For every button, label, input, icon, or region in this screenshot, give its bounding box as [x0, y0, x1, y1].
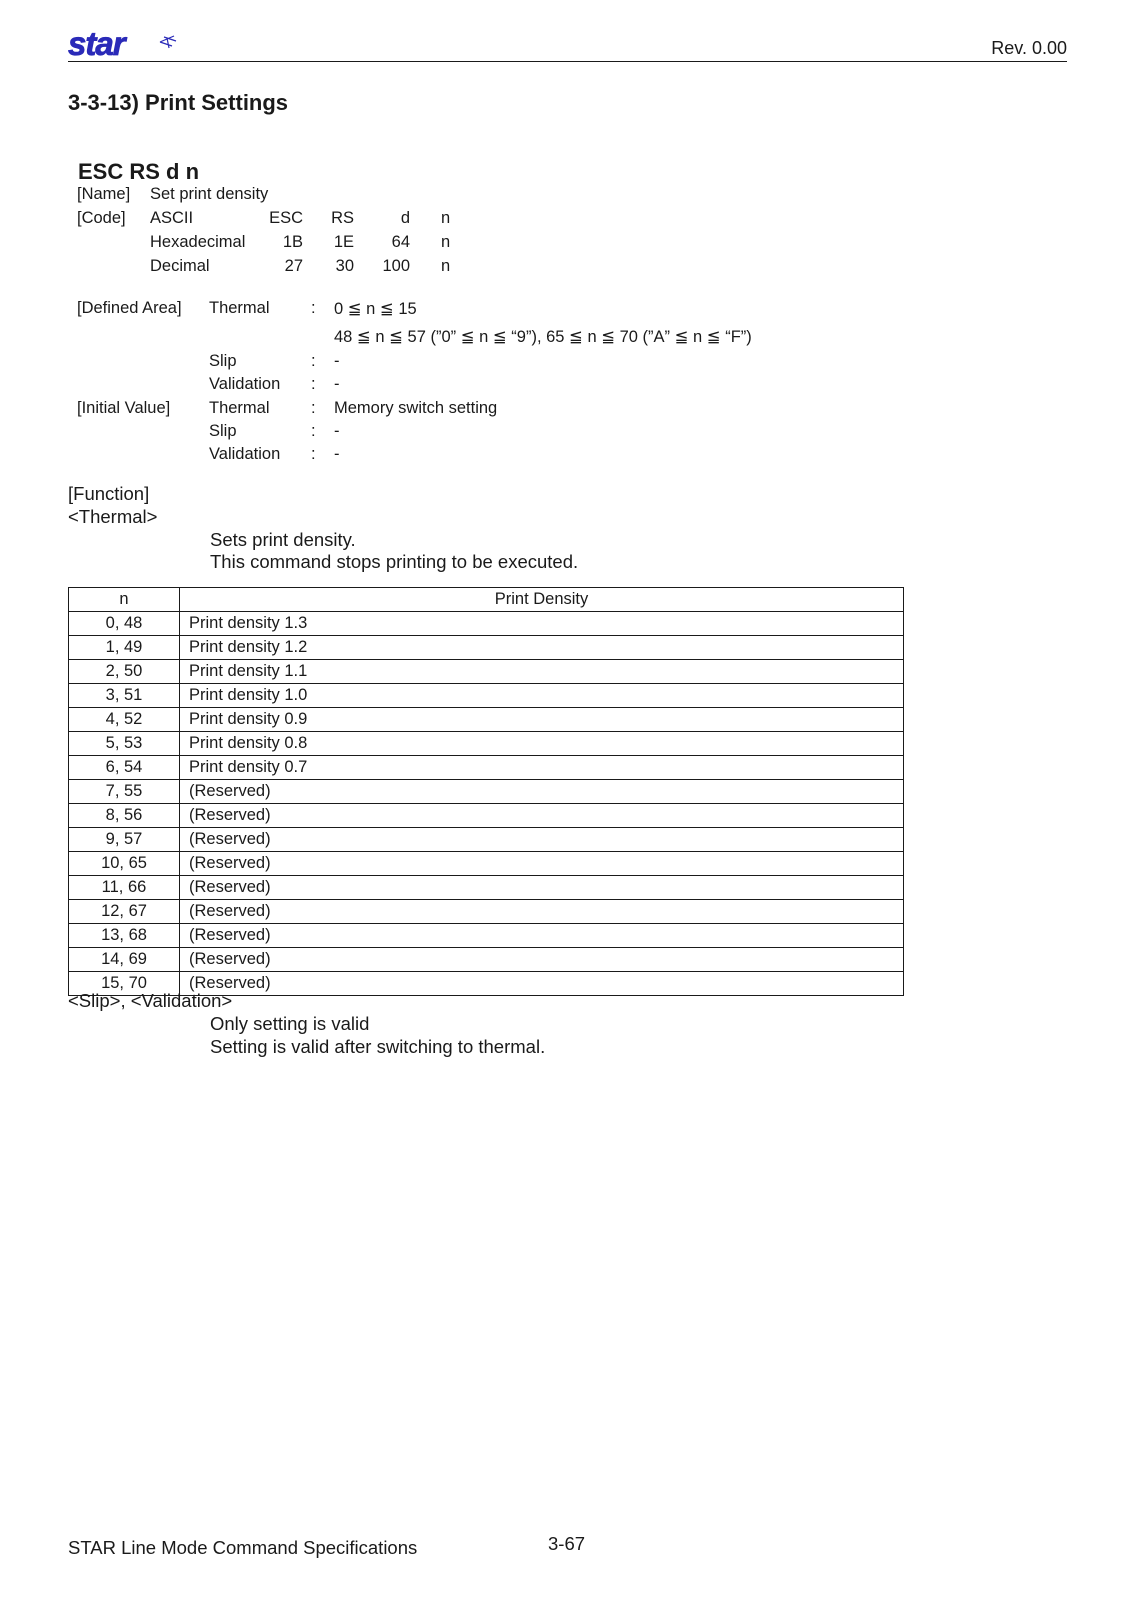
range-value: 0 ≦ n ≦ 15 [334, 300, 417, 318]
name-value: Set print density [150, 185, 269, 203]
slip-description: Setting is valid after switching to thermal. [210, 1036, 546, 1057]
mode-label: Slip [209, 422, 237, 440]
cell-n: 14, 69 [69, 948, 180, 972]
code-type: Hexadecimal [150, 233, 246, 251]
table-row [69, 708, 904, 732]
initial-value-label: [Initial Value] [77, 399, 171, 417]
name-label: [Name] [77, 185, 131, 203]
code-cell: n [441, 209, 451, 227]
code-cell: 64 [391, 233, 410, 251]
cell-n: 8, 56 [69, 804, 180, 828]
mode-label: Validation [209, 445, 281, 463]
cell-density: Print density 1.1 [180, 660, 904, 684]
cell-n: 1, 49 [69, 636, 180, 660]
cell-n: 0, 48 [69, 612, 180, 636]
function-description: Sets print density. [210, 529, 356, 550]
code-cell: RS [331, 209, 354, 227]
code-cell: d [400, 209, 410, 227]
table-row [69, 732, 904, 756]
table-row [69, 636, 904, 660]
range-value-extra: 48 ≦ n ≦ 57 (”0” ≦ n ≦ “9”), 65 ≦ n ≦ 70 (”A” ≦ n ≦ “F”) [334, 328, 752, 346]
logo-star-mark [160, 36, 176, 48]
code-cell: 30 [335, 257, 354, 275]
mode-label: Thermal [209, 399, 270, 417]
cell-n: 5, 53 [69, 732, 180, 756]
cell-n: 3, 51 [69, 684, 180, 708]
column-header-print-density: Print Density [180, 588, 904, 612]
column-header-n: n [69, 588, 180, 612]
code-type: Decimal [150, 257, 210, 275]
cell-density: Print density 1.2 [180, 636, 904, 660]
command-title: ESC RS d n [78, 159, 200, 184]
separator: : [311, 422, 316, 440]
revision-label: Rev. 0.00 [991, 38, 1067, 58]
mode-label: Thermal [209, 299, 270, 317]
code-cell: ESC [269, 209, 303, 227]
code-label: [Code] [77, 209, 126, 227]
separator: : [311, 399, 316, 417]
table-row [69, 660, 904, 684]
star-logo [68, 28, 180, 62]
table-header-row [69, 588, 904, 612]
cell-density: Print density 1.0 [180, 684, 904, 708]
cell-density: Print density 0.7 [180, 756, 904, 780]
mode-label: Validation [209, 375, 281, 393]
cell-n: 9, 57 [69, 828, 180, 852]
initial-value: - [334, 422, 340, 440]
cell-n: 13, 68 [69, 924, 180, 948]
slip-validation-subheading: <Slip>, <Validation> [68, 990, 233, 1011]
cell-density: (Reserved) [180, 852, 904, 876]
separator: : [311, 375, 316, 393]
cell-n: 7, 55 [69, 780, 180, 804]
table-row [69, 900, 904, 924]
table-row [69, 828, 904, 852]
function-label: [Function] [68, 483, 150, 504]
cell-density: Print density 1.3 [180, 612, 904, 636]
cell-density: (Reserved) [180, 876, 904, 900]
separator: : [311, 352, 316, 370]
table-row [69, 780, 904, 804]
table-row [69, 876, 904, 900]
table-row [69, 924, 904, 948]
table-row [69, 852, 904, 876]
range-value: - [334, 375, 340, 393]
header-divider [68, 61, 1067, 62]
page-number: 3-67 [548, 1533, 586, 1554]
mode-label: Slip [209, 352, 237, 370]
cell-n: 2, 50 [69, 660, 180, 684]
separator: : [311, 299, 316, 317]
table-row [69, 612, 904, 636]
cell-density: (Reserved) [180, 804, 904, 828]
cell-density: (Reserved) [180, 900, 904, 924]
cell-density: (Reserved) [180, 780, 904, 804]
range-value: - [334, 352, 340, 370]
cell-density: (Reserved) [180, 972, 904, 996]
cell-n: 12, 67 [69, 900, 180, 924]
function-description: This command stops printing to be executed. [210, 551, 579, 572]
cell-density: (Reserved) [180, 924, 904, 948]
defined-area-label: [Defined Area] [77, 299, 182, 317]
table-row [69, 948, 904, 972]
thermal-subheading: <Thermal> [68, 506, 158, 527]
print-density-table [68, 587, 904, 996]
cell-n: 6, 54 [69, 756, 180, 780]
cell-density: (Reserved) [180, 828, 904, 852]
code-cell: 27 [284, 257, 303, 275]
initial-value: Memory switch setting [334, 399, 498, 417]
initial-value: - [334, 445, 340, 463]
slip-description: Only setting is valid [210, 1013, 370, 1034]
code-cell: 100 [382, 257, 410, 275]
table-row [69, 684, 904, 708]
code-cell: 1B [282, 233, 303, 251]
code-cell: 1E [333, 233, 354, 251]
table-row [69, 756, 904, 780]
cell-n: 4, 52 [69, 708, 180, 732]
cell-n: 10, 65 [69, 852, 180, 876]
cell-density: Print density 0.9 [180, 708, 904, 732]
logo-wordmark: star [68, 28, 125, 62]
code-type: ASCII [150, 209, 194, 227]
cell-n: 11, 66 [69, 876, 180, 900]
cell-n: 15, 70 [69, 972, 180, 996]
table-row [69, 804, 904, 828]
footer-document-title: STAR Line Mode Command Specifications [68, 1537, 418, 1558]
section-title: 3-3-13) Print Settings [68, 90, 289, 115]
separator: : [311, 445, 316, 463]
code-cell: n [441, 257, 451, 275]
cell-density: Print density 0.8 [180, 732, 904, 756]
code-cell: n [441, 233, 451, 251]
cell-density: (Reserved) [180, 948, 904, 972]
